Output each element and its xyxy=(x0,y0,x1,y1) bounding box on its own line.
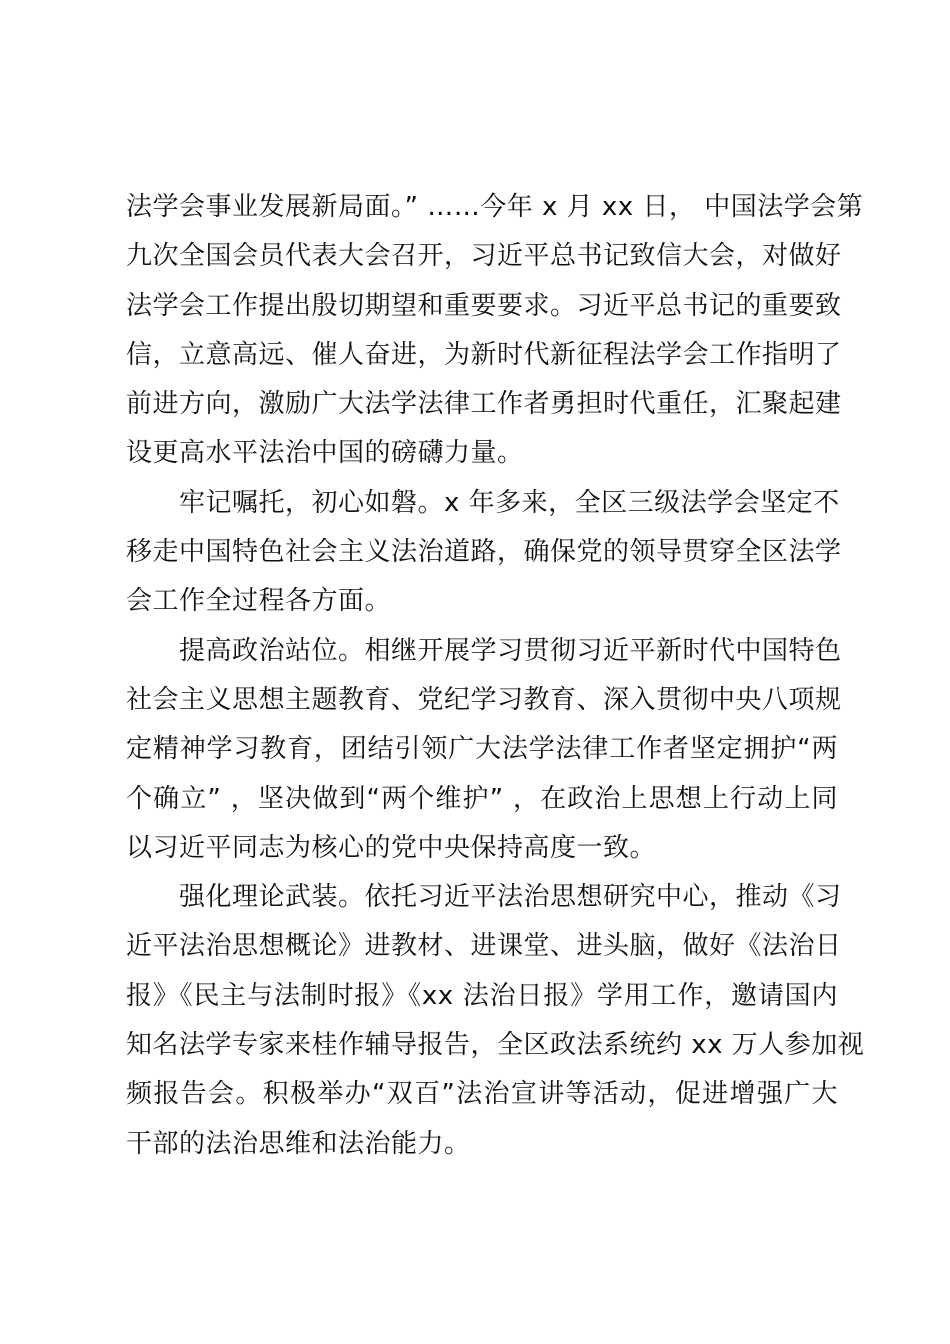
paragraph-2 xyxy=(126,479,842,627)
text-line: 信，立意高远、催人奋进，为新时代新征程法学会工作指明了 xyxy=(126,339,842,370)
text-line: 以习近平同志为核心的党中央保持高度一致。 xyxy=(126,832,657,863)
text-line: 强化理论武装。依托习近平法治思想研究中心，推动《习 xyxy=(126,882,842,913)
text-line: 牢记嘱托，初心如磐。x 年多来，全区三级法学会坚定不 xyxy=(126,487,840,518)
text-line: 前进方向，激励广大法学法律工作者勇担时代重任，汇聚起建 xyxy=(126,389,842,420)
text-line: 知名法学专家来桂作辅导报告，全区政法系统约 xx 万人参加视 xyxy=(126,1030,865,1061)
text-line: 频报告会。积极举办“双百”法治宣讲等活动，促进增强广大 xyxy=(126,1079,838,1110)
text-line: 法学会事业发展新局面。” ……今年 x 月 xx 日， 中国法学会第 xyxy=(126,192,864,222)
text-line: 干部的法治思维和法治能力。 xyxy=(126,1128,471,1159)
text-line: 近平法治思想概论》进教材、进课堂、进头脑，做好《法治日 xyxy=(126,931,842,962)
text-line: 会工作全过程各方面。 xyxy=(126,586,392,617)
paragraph-1 xyxy=(126,183,864,479)
text-line: 个确立” ，坚决做到“两个维护” ，在政治上思想上行动上同 xyxy=(126,783,838,814)
text-line: 九次全国会员代表大会召开，习近平总书记致信大会，对做好 xyxy=(126,241,842,272)
document-body xyxy=(126,183,865,1169)
text-line: 社会主义思想主题教育、党纪学习教育、深入贯彻中央八项规 xyxy=(126,684,842,715)
paragraph-3 xyxy=(126,627,842,873)
text-line: 提高政治站位。相继开展学习贯彻习近平新时代中国特色 xyxy=(126,635,842,666)
text-line: 报》《民主与法制时报》《xx 法治日报》学用工作，邀请国内 xyxy=(126,980,838,1011)
text-line: 定精神学习教育，团结引领广大法学法律工作者坚定拥护“两 xyxy=(126,734,838,765)
paragraph-4 xyxy=(126,873,865,1169)
text-line: 法学会工作提出殷切期望和重要要求。习近平总书记的重要致 xyxy=(126,290,842,321)
text-line: 移走中国特色社会主义法治道路，确保党的领导贯穿全区法学 xyxy=(126,537,842,568)
text-line: 设更高水平法治中国的磅礴力量。 xyxy=(126,438,524,469)
